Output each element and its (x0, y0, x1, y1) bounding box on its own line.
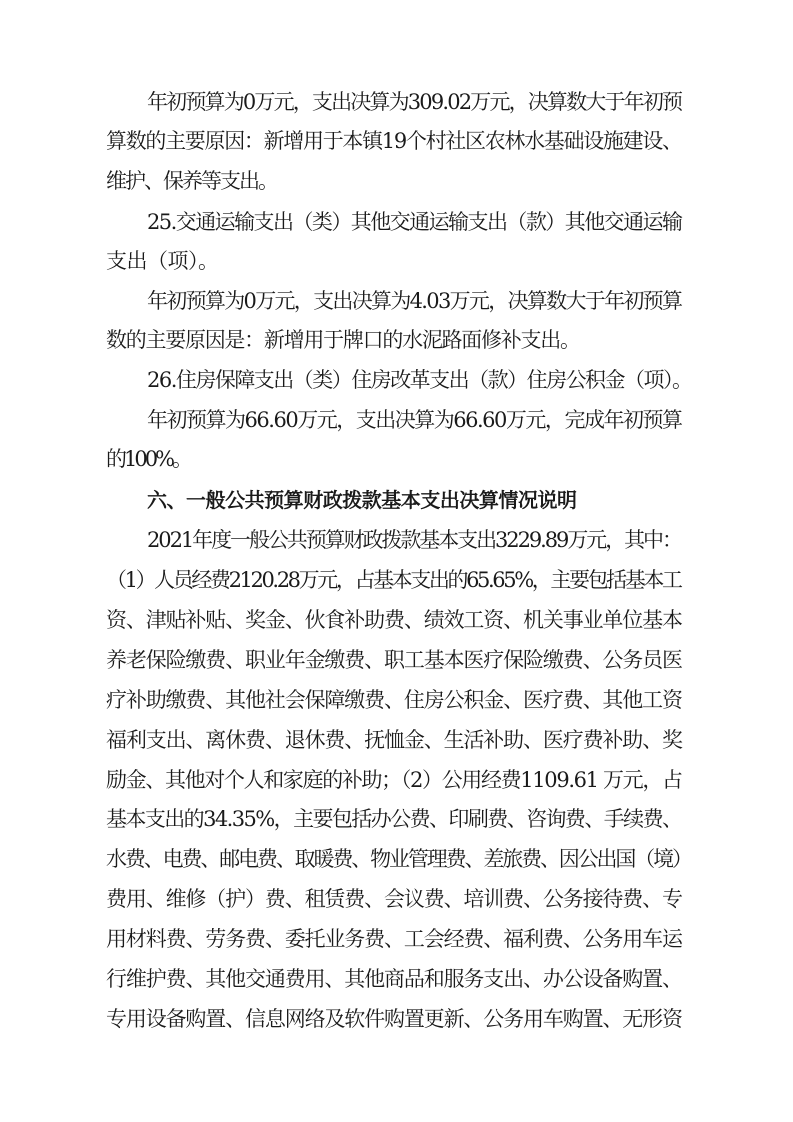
paragraph-line: 养老保险缴费、职业年金缴费、职工基本医疗保险缴费、公务员医 (106, 648, 682, 672)
paragraph-line: 费用、维修（护）费、租赁费、会议费、培训费、公务接待费、专 (106, 887, 682, 911)
paragraph-line: 算数的主要原因：新增用于本镇19个村社区农林水基础设施建设、 (106, 129, 682, 153)
paragraph-line: 25.交通运输支出（类）其他交通运输支出（款）其他交通运输 (147, 210, 682, 234)
paragraph-line: 福利支出、离休费、退休费、抚恤金、生活补助、医疗费补助、奖 (106, 728, 682, 752)
paragraph-line: 的100%。 (106, 447, 190, 471)
paragraph-line: 26.住房保障支出（类）住房改革支出（款）住房公积金（项）。 (147, 368, 692, 392)
paragraph-line: 年初预算为0万元，支出决算为4.03万元，决算数大于年初预算 (147, 289, 682, 313)
paragraph-line: 维护、保养等支出。 (106, 169, 277, 193)
paragraph-line: 用材料费、劳务费、委托业务费、工会经费、福利费、公务用车运 (106, 927, 682, 951)
paragraph-line: 资、津贴补贴、奖金、伙食补助费、绩效工资、机关事业单位基本 (106, 608, 682, 632)
paragraph-line: （1）人员经费2120.28万元，占基本支出的65.65%，主要包括基本工 (106, 568, 681, 592)
paragraph-line: 励金、其他对个人和家庭的补助；（2）公用经费1109.61 万元，占 (106, 768, 682, 792)
paragraph-line: 2021年度一般公共预算财政拨款基本支出3229.89万元，其中： (147, 528, 681, 552)
paragraph-line: 水费、电费、邮电费、取暖费、物业管理费、差旅费、因公出国（境） (106, 847, 691, 871)
paragraph-line: 基本支出的34.35%，主要包括办公费、印刷费、咨询费、手续费、 (106, 807, 682, 831)
paragraph-line: 专用设备购置、信息网络及软件购置更新、公务用车购置、无形资 (106, 1007, 682, 1031)
paragraph-line: 年初预算为66.60万元，支出决算为66.60万元，完成年初预算 (147, 408, 682, 432)
section-heading: 六、一般公共预算财政拨款基本支出决算情况说明 (147, 488, 577, 512)
paragraph-line: 年初预算为0万元，支出决算为309.02万元，决算数大于年初预 (147, 90, 682, 114)
paragraph-line: 数的主要原因是：新增用于牌口的水泥路面修补支出。 (106, 328, 580, 352)
paragraph-line: 支出（项）。 (106, 249, 219, 273)
paragraph-line: 行维护费、其他交通费用、其他商品和服务支出、办公设备购置、 (106, 967, 682, 991)
paragraph-line: 疗补助缴费、其他社会保障缴费、住房公积金、医疗费、其他工资 (106, 688, 682, 712)
